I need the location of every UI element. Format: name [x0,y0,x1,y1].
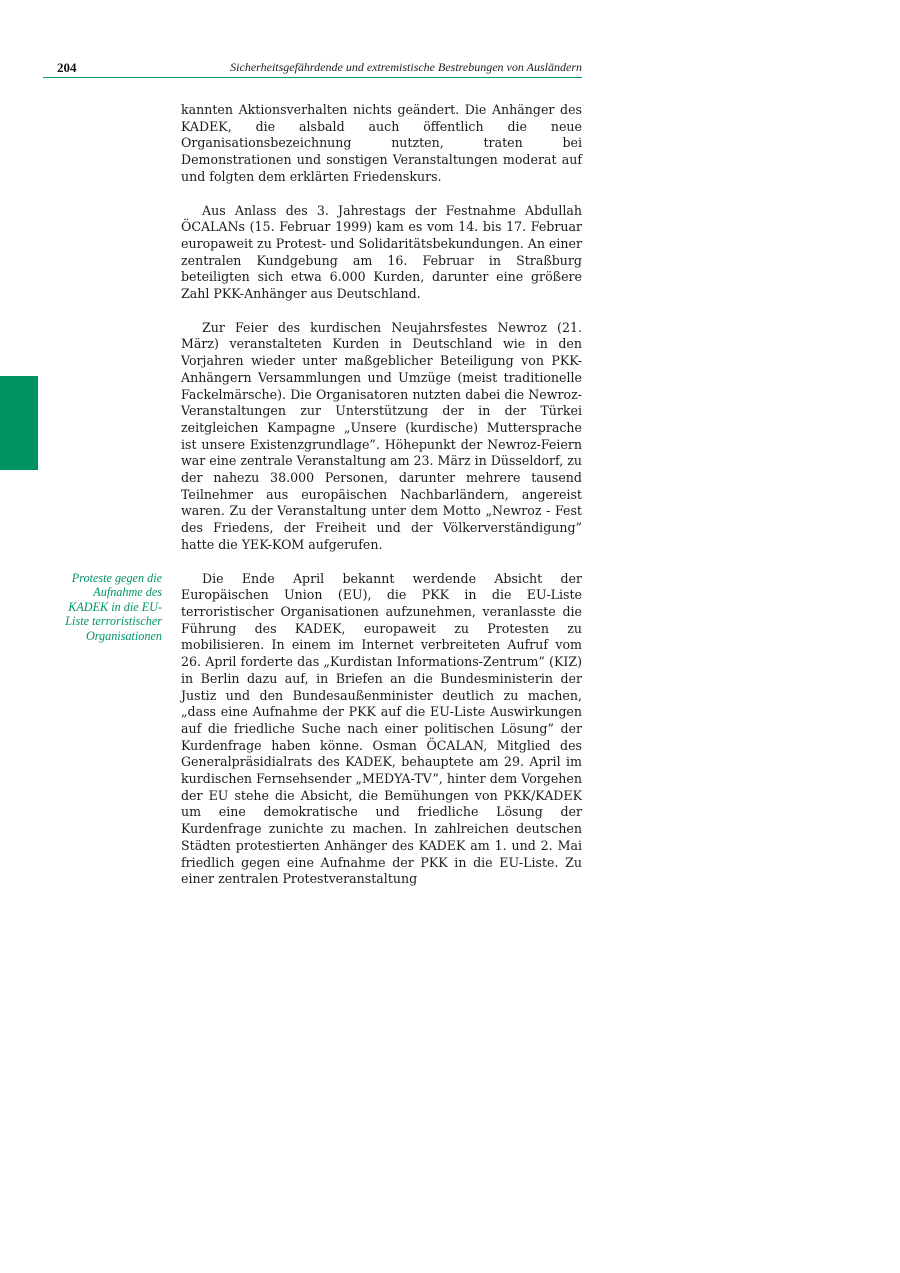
running-title: Sicherheitsgefährdende und extremistische Bestrebungen von Ausländern [230,60,582,74]
paragraph-1: kannten Aktionsverhalten nichts geändert. Die Anhänger des KADEK, die alsbald auch öffentlich die neue Organisationsbezeichnung nutzten, traten bei Demonstrationen und sonstigen Veranstaltungen moderat auf und folgten dem erklärten Friedenskurs. [181,102,582,184]
margin-note: Proteste gegen die Aufnahme des KADEK in die EU-Liste terroristischer Organisationen [65,571,162,643]
paragraph-4: Die Ende April bekannt werdende Absicht der Europäischen Union (EU), die PKK in die EU-Liste terroristischer Organisationen aufzunehmen, veranlasste die Führung des KADEK, europaweit zu Protesten zu mobilisieren. In einem im Internet verbreiteten Aufruf vom 26. April forderte das „Kurdistan Informations-Zentrum” (KIZ) in Berlin dazu auf, in Briefen an die Bundesministerin der Justiz und den Bundesaußenminister deutlich zu machen, „dass eine Aufnahme der PKK auf die EU-Liste Auswirkungen auf die friedliche Suche nach einer politischen Lösung” der Kurdenfrage haben könne. Osman ÖCALAN, Mitglied des Generalpräsidialrats des KADEK, behauptete am 29. April im kurdischen Fernsehsender „MEDYA-TV”, hinter dem Vorgehen der EU stehe die Absicht, die Bemühungen von PKK/KADEK um eine demokratische und friedliche Lösung der Kurdenfrage zunichte zu machen. In zahlreichen deutschen Städten protestierten Anhänger des KADEK am 1. und 2. Mai friedlich gegen eine Aufnahme der PKK in die EU-Liste. Zu einer zentralen Protestveranstaltung [181,570,582,887]
page-header [43,59,582,78]
body-text [181,102,582,905]
paragraph-3: Zur Feier des kurdischen Neujahrsfestes Newroz (21. März) veranstalteten Kurden in Deutschland wie in den Vorjahren wieder unter maßgeblicher Beteiligung von PKK-Anhängern Versammlungen und Umzüge (meist traditionelle Fackelmärsche). Die Organisatoren nutzten dabei die Newroz-Veranstaltungen zur Unterstützung der in der Türkei zeitgleichen Kampagne „Unsere (kurdische) Muttersprache ist unsere Existenzgrundlage”. Höhepunkt der Newroz-Feiern war eine zentrale Veranstaltung am 23. März in Düsseldorf, zu der nahezu 38.000 Personen, darunter mehrere tausend Teilnehmer aus europäischen Nachbarländern, angereist waren. Zu der Veranstaltung unter dem Motto „Newroz - Fest des Friedens, der Freiheit und der Völkerverständigung” hatte die YEK-KOM aufgerufen. [181,319,583,552]
paragraph-2: Aus Anlass des 3. Jahrestags der Festnahme Abdullah ÖCALANs (15. Februar 1999) kam es vom 14. bis 17. Februar europaweit zu Protest- und Solidaritätsbekundungen. An einer zentralen Kundgebung am 16. Februar in Straßburg beteiligten sich etwa 6.000 Kurden, darunter eine größere Zahl PKK-Anhänger aus Deutschland. [181,202,583,302]
page-number: 204 [57,60,77,75]
chapter-tab-marker [0,376,38,470]
